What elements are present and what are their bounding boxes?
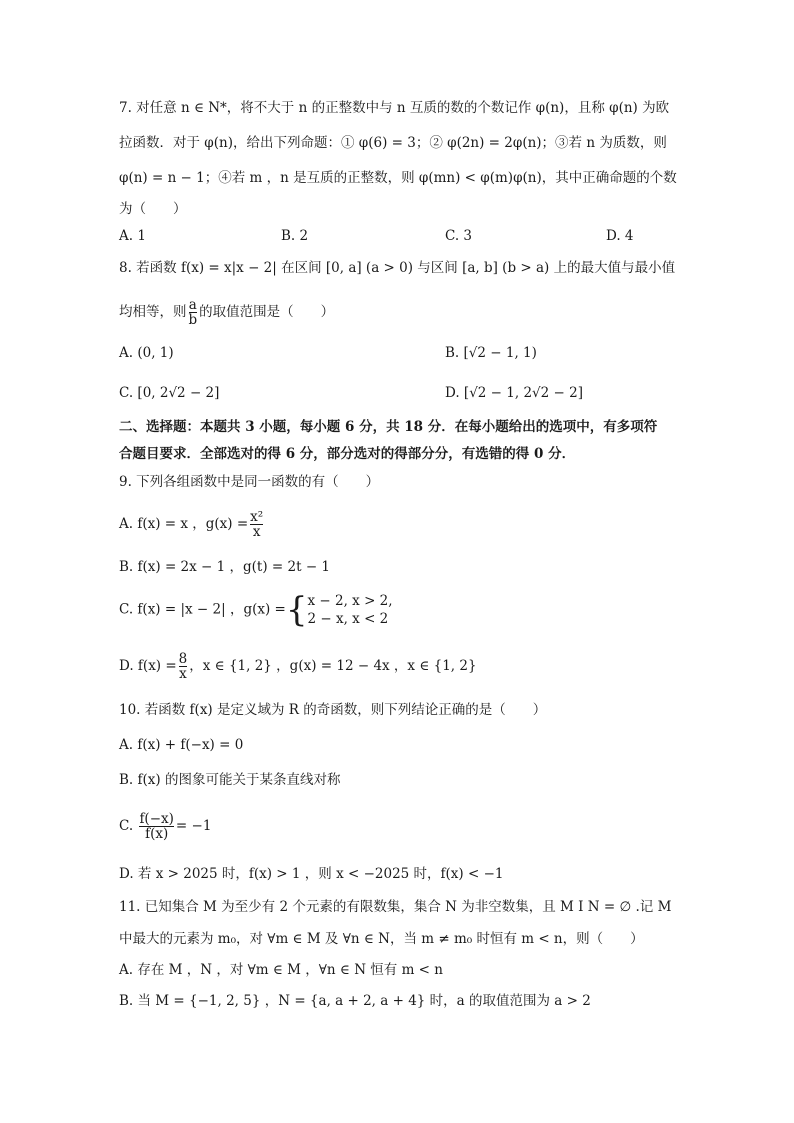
q9-option-c-cases [308, 592, 393, 628]
q9-option-c-case-2: 2 − x, x < 2 [307, 611, 389, 627]
q8-stem-line-2-suffix: 的取值范围是（ ） [199, 304, 335, 320]
q11-option-b: B. 当 M = {−1, 2, 5} ，N = {a, a + 2, a + 4} 时，a 的取值范围为 a > 2 [119, 993, 591, 1009]
q11-stem-line-1: 11. 已知集合 M 为至少有 2 个元素的有限数集，集合 N 为非空数集，且 M Ι N = ∅ .记 M [119, 899, 672, 915]
q8-stem-line-1: 8. 若函数 f(x) = x|x − 2| 在区间 [0, a] (a > 0) 与区间 [a, b] (b > a) 上的最大值与最小值 [119, 260, 676, 276]
q11-option-a: A. 存在 M ，N ，对 ∀m ∈ M ，∀n ∈ N 恒有 m < n [119, 962, 443, 978]
q9-option-a [119, 510, 265, 539]
q10-option-d: D. 若 x > 2025 时，f(x) > 1 ，则 x < −2025 时，f(x) < −1 [119, 866, 504, 882]
q10-option-c-prefix: C. [119, 818, 134, 834]
q8-option-b: B. [√2 − 1, 1) [445, 345, 537, 361]
section2-header-line-1: 二、选择题：本题共 3 小题，每小题 6 分，共 18 分．在每小题给出的选项中，有多项符 [119, 419, 658, 435]
q8-option-d: D. [√2 − 1, 2√2 − 2] [445, 385, 583, 401]
q9-option-a-prefix: A. f(x) = x ，g(x) = [119, 516, 249, 532]
q10-option-c-numerator: f(−x) [139, 811, 174, 827]
q10-option-c-denominator: f(x) [139, 826, 173, 841]
q9-option-a-fraction [250, 510, 263, 539]
q7-option-d: D. 4 [606, 228, 634, 244]
q10-option-c [119, 812, 211, 841]
q9-option-d-numerator: 8 [178, 651, 188, 667]
q9-option-d [119, 652, 477, 681]
q10-stem: 10. 若函数 f(x) 是定义域为 R 的奇函数，则下列结论正确的是（ ） [119, 702, 547, 718]
q9-option-d-prefix: D. f(x) = [119, 658, 177, 674]
q9-option-d-denominator: x [179, 666, 187, 682]
q10-option-c-suffix: = −1 [175, 818, 212, 834]
q10-option-b: B. f(x) 的图象可能关于某条直线对称 [119, 772, 341, 788]
q8-stem-line-2-prefix: 均相等，则 [119, 304, 187, 320]
q7-stem-line-4: 为（ ） [119, 201, 187, 217]
q8-stem-line-2 [119, 298, 334, 327]
q11-stem-line-2: 中最大的元素为 m₀，对 ∀m ∈ M 及 ∀n ∈ N，当 m ≠ m₀ 时恒有 m < n，则（ ） [119, 931, 644, 947]
q10-option-a: A. f(x) + f(−x) = 0 [119, 737, 244, 753]
q9-option-b: B. f(x) = 2x − 1 ，g(t) = 2t − 1 [119, 559, 331, 575]
q7-stem-line-1: 7. 对任意 n ∈ N*，将不大于 n 的正整数中与 n 互质的数的个数记作 φ(n)，且称 φ(n) 为欧 [119, 100, 670, 116]
section2-header-line-2: 合题目要求．全部选对的得 6 分，部分选对的得部分分，有选错的得 0 分． [119, 446, 576, 462]
q9-option-c-case-1: x − 2, x > 2, [307, 593, 393, 609]
q8-option-a: A. (0, 1) [119, 345, 174, 361]
q9-option-d-suffix: ，x ∈ {1, 2} ，g(x) = 12 − 4x ，x ∈ {1, 2} [189, 658, 477, 674]
q8-fraction-numerator: a [188, 297, 197, 313]
q8-fraction-denominator: b [188, 312, 198, 328]
q9-option-d-fraction [179, 652, 188, 681]
q7-option-c: C. 3 [445, 228, 473, 244]
q8-option-c: C. [0, 2√2 − 2] [119, 385, 220, 401]
q10-option-c-fraction [139, 812, 173, 841]
q7-option-b: B. 2 [281, 228, 309, 244]
left-brace-icon: { [285, 590, 308, 630]
q9-option-c-prefix: C. f(x) = |x − 2| ，g(x) = [119, 601, 286, 618]
q9-option-a-numerator: x² [250, 509, 264, 525]
q9-option-a-denominator: x [250, 524, 263, 539]
q8-fraction [189, 298, 198, 327]
q7-option-a: A. 1 [119, 228, 146, 244]
q7-stem-line-2: 拉函数．对于 φ(n)，给出下列命题：① φ(6) = 3；② φ(2n) = 2φ(n)；③若 n 为质数，则 [119, 135, 667, 151]
q7-stem-line-3: φ(n) = n − 1；④若 m ，n 是互质的正整数，则 φ(mn) < φ(m)φ(n)，其中正确命题的个数 [119, 170, 677, 186]
q9-stem: 9. 下列各组函数中是同一函数的有（ ） [119, 474, 380, 490]
q9-option-c [119, 592, 393, 628]
